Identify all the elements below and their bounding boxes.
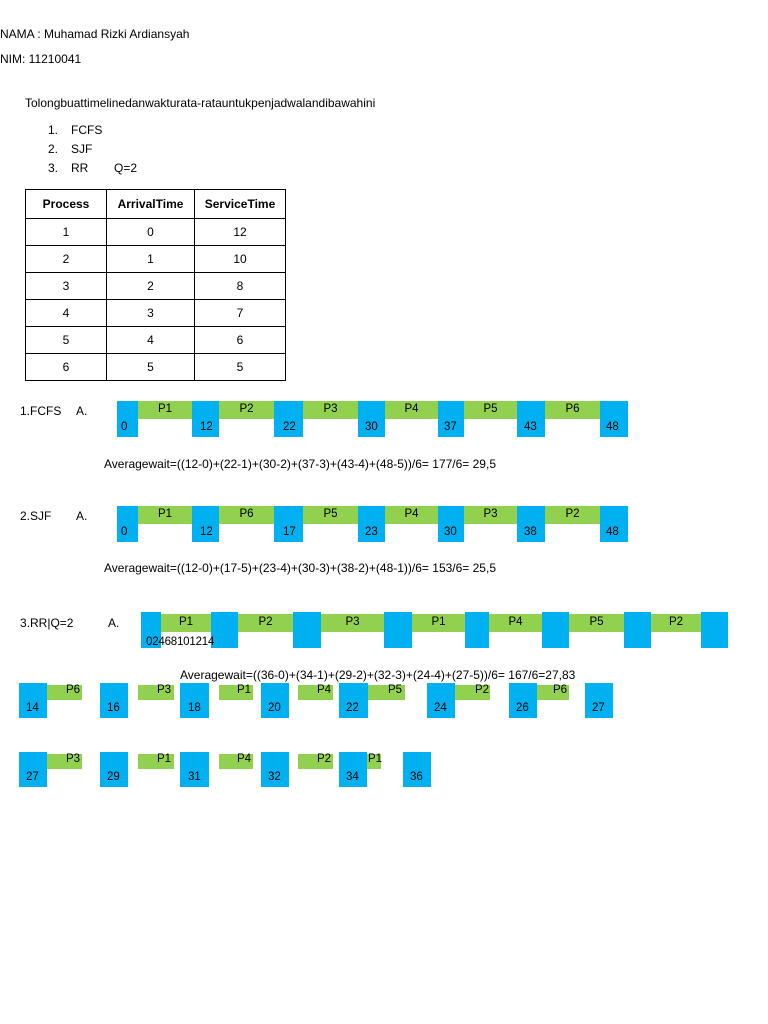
sjf-time-label: 30 — [444, 526, 457, 538]
rr-time-label: 27 — [592, 702, 605, 714]
sjf-time-label: 38 — [524, 526, 537, 538]
table-header-arrival: ArrivalTime — [107, 190, 195, 219]
student-nim: NIM: 11210041 — [0, 52, 82, 66]
fcfs-process-label: P3 — [323, 403, 338, 415]
rr-process-label: P3 — [157, 684, 172, 696]
sjf-time-label: 0 — [121, 526, 128, 538]
fcfs-answer-label: A. — [76, 404, 88, 418]
sjf-time-label: 23 — [365, 526, 378, 538]
rr-time-label: 14 — [26, 702, 39, 714]
rr-process-label: P4 — [508, 616, 523, 628]
rr-process-label: P4 — [237, 753, 252, 765]
rr-time-label: 34 — [346, 771, 359, 783]
sjf-time-label: 12 — [200, 526, 213, 538]
rr-process-label: P1 — [368, 753, 383, 765]
rr-time-label: 24 — [434, 702, 447, 714]
fcfs-process-label: P2 — [239, 403, 254, 415]
fcfs-process-label: P6 — [565, 403, 580, 415]
rr-time-label: 22 — [346, 702, 359, 714]
rr-time-label: 16 — [107, 702, 120, 714]
sjf-section-label: 2.SJF — [20, 509, 52, 523]
sjf-time-label: 17 — [283, 526, 296, 538]
sjf-average-wait: Averagewait=((12-0)+(17-5)+(23-4)+(30-3)+(38-2)+(48-1))/6= 153/6= 25,5 — [104, 561, 496, 575]
sjf-answer-label: A. — [76, 509, 88, 523]
rr-time-label: 26 — [516, 702, 529, 714]
table-row: 1 0 12 — [26, 219, 286, 246]
fcfs-process-label: P1 — [157, 403, 173, 415]
rr-process-label: P1 — [157, 753, 172, 765]
table-header-process: Process — [26, 190, 107, 219]
rr-process-label: P6 — [66, 684, 81, 696]
fcfs-time-label: 48 — [606, 421, 619, 433]
rr-average-wait: Averagewait=((36-0)+(34-1)+(29-2)+(32-3)+(24-4)+(27-5))/6= 167/6=27,83 — [180, 668, 576, 682]
sjf-process-label: P2 — [565, 508, 580, 520]
fcfs-section-label: 1.FCFS — [20, 404, 62, 418]
rr-time-label: 18 — [188, 702, 201, 714]
rr-process-label: P6 — [553, 684, 568, 696]
rr-process-label: P2 — [258, 616, 273, 628]
sjf-process-label: P1 — [157, 508, 173, 520]
fcfs-time-label: 12 — [200, 421, 213, 433]
rr-process-label: P5 — [589, 616, 604, 628]
rr-time-label: 31 — [188, 771, 201, 783]
fcfs-average-wait: Averagewait=((12-0)+(22-1)+(30-2)+(37-3)+(43-4)+(48-5))/6= 177/6= 29,5 — [104, 457, 496, 471]
rr-process-label: P1 — [431, 616, 446, 628]
fcfs-process-label: P4 — [404, 403, 419, 415]
table-row: 5 4 6 — [26, 327, 286, 354]
instruction-text: Tolongbuattimelinedanwakturata-ratauntukpenjadwalandibawahini — [25, 96, 376, 110]
sjf-process-label: P6 — [239, 508, 254, 520]
fcfs-time-label: 30 — [365, 421, 378, 433]
rr-time-label: 27 — [26, 771, 39, 783]
rr-time-label: 29 — [107, 771, 120, 783]
table-row: 4 3 7 — [26, 300, 286, 327]
sjf-process-label: P3 — [483, 508, 498, 520]
table-row: 2 1 10 — [26, 246, 286, 273]
sjf-time-label: 48 — [606, 526, 619, 538]
rr-process-label: P3 — [66, 753, 81, 765]
rr-row1-time-labels: 02468101214 — [146, 636, 215, 648]
rr-process-label: P1 — [178, 616, 194, 628]
sjf-process-label: P4 — [404, 508, 419, 520]
process-table — [25, 189, 286, 381]
table-row: 3 2 8 — [26, 273, 286, 300]
fcfs-time-label: 0 — [121, 421, 128, 433]
fcfs-time-label: 37 — [444, 421, 457, 433]
table-header-service: ServiceTime — [195, 190, 286, 219]
rr-process-label: P1 — [237, 684, 252, 696]
rr-process-label: P2 — [668, 616, 684, 628]
rr-process-label: P2 — [475, 684, 490, 696]
rr-process-label: P5 — [388, 684, 403, 696]
fcfs-process-label: P5 — [483, 403, 498, 415]
rr-process-label: P3 — [345, 616, 360, 628]
rr-answer-label: A. — [108, 616, 120, 630]
rr-process-label: P2 — [317, 753, 332, 765]
fcfs-time-label: 22 — [283, 421, 296, 433]
fcfs-time-label: 43 — [524, 421, 537, 433]
table-row: 6 5 5 — [26, 354, 286, 381]
rr-time-label: 32 — [268, 771, 281, 783]
rr-process-label: P4 — [317, 684, 332, 696]
rr-time-label: 36 — [410, 771, 423, 783]
rr-section-label: 3.RR|Q=2 — [20, 616, 74, 630]
sjf-process-label: P5 — [323, 508, 338, 520]
rr-time-label: 20 — [268, 702, 281, 714]
student-name: NAMA : Muhamad Rizki Ardiansyah — [0, 27, 190, 41]
